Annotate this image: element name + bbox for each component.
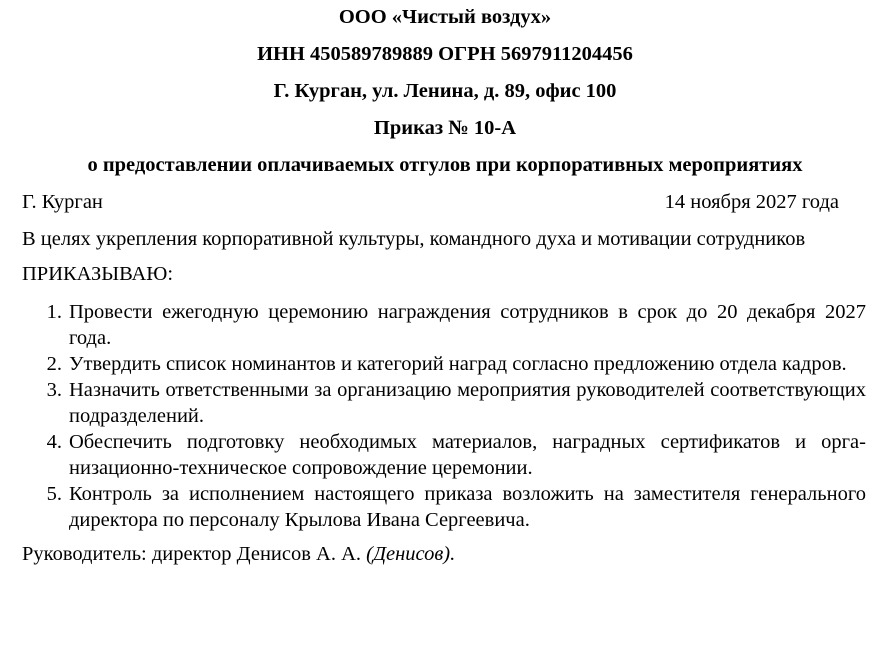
order-title: Приказ № 10-А bbox=[373, 117, 517, 139]
item-text: Утвердить список номинантов и категорий наград согласно предложению отдела кадров. bbox=[69, 353, 847, 375]
item-number: 5. bbox=[46, 483, 62, 505]
order-subject: о предоставлении оплачиваемых отгулов при корпоративных мероприятиях bbox=[87, 154, 803, 176]
item-text: Провести ежегодную церемонию награждения сотрудников в срок до 20 декабря 2027 года. bbox=[69, 301, 866, 349]
signature-name: (Денисов). bbox=[366, 543, 456, 565]
item-number: 3. bbox=[46, 379, 62, 401]
list-item bbox=[22, 377, 868, 429]
list-item bbox=[22, 351, 868, 377]
item-text: Контроль за исполнением настоящего приказа возложить на заместителя генерального директора по персоналу Крылова Ивана Сергеевича. bbox=[69, 483, 866, 531]
order-document bbox=[0, 6, 880, 653]
company-address: Г. Курган, ул. Ленина, д. 89, офис 100 bbox=[273, 80, 617, 102]
order-date: 14 ноября 2027 года bbox=[664, 191, 839, 213]
item-number: 1. bbox=[46, 301, 62, 323]
list-item bbox=[22, 481, 868, 533]
order-directive: ПРИКАЗЫВАЮ: bbox=[22, 263, 174, 285]
order-place: Г. Курган bbox=[22, 191, 103, 213]
signature-label: Руководитель: директор Денисов А. А. bbox=[22, 543, 367, 565]
list-item bbox=[22, 299, 868, 351]
item-text: Назначить ответственными за организацию мероприятия руководителей соответствующих подразделений. bbox=[69, 379, 866, 427]
list-item bbox=[22, 429, 868, 481]
signature-line bbox=[22, 543, 868, 566]
item-text: Обеспечить подготовку необходимых материалов, наградных сертификатов и организационно-техническое сопровождение церемонии. bbox=[69, 431, 866, 479]
item-number: 4. bbox=[46, 431, 62, 453]
registration-numbers: ИНН 450589789889 ОГРН 5697911204456 bbox=[257, 43, 633, 65]
place-date-row bbox=[22, 191, 868, 214]
company-name: ООО «Чистый воздух» bbox=[338, 6, 552, 28]
item-number: 2. bbox=[46, 353, 62, 375]
preamble-paragraph: В целях укрепления корпоративной культуры, командного духа и мотивации сотрудников bbox=[22, 228, 806, 250]
order-items-list bbox=[22, 299, 868, 533]
